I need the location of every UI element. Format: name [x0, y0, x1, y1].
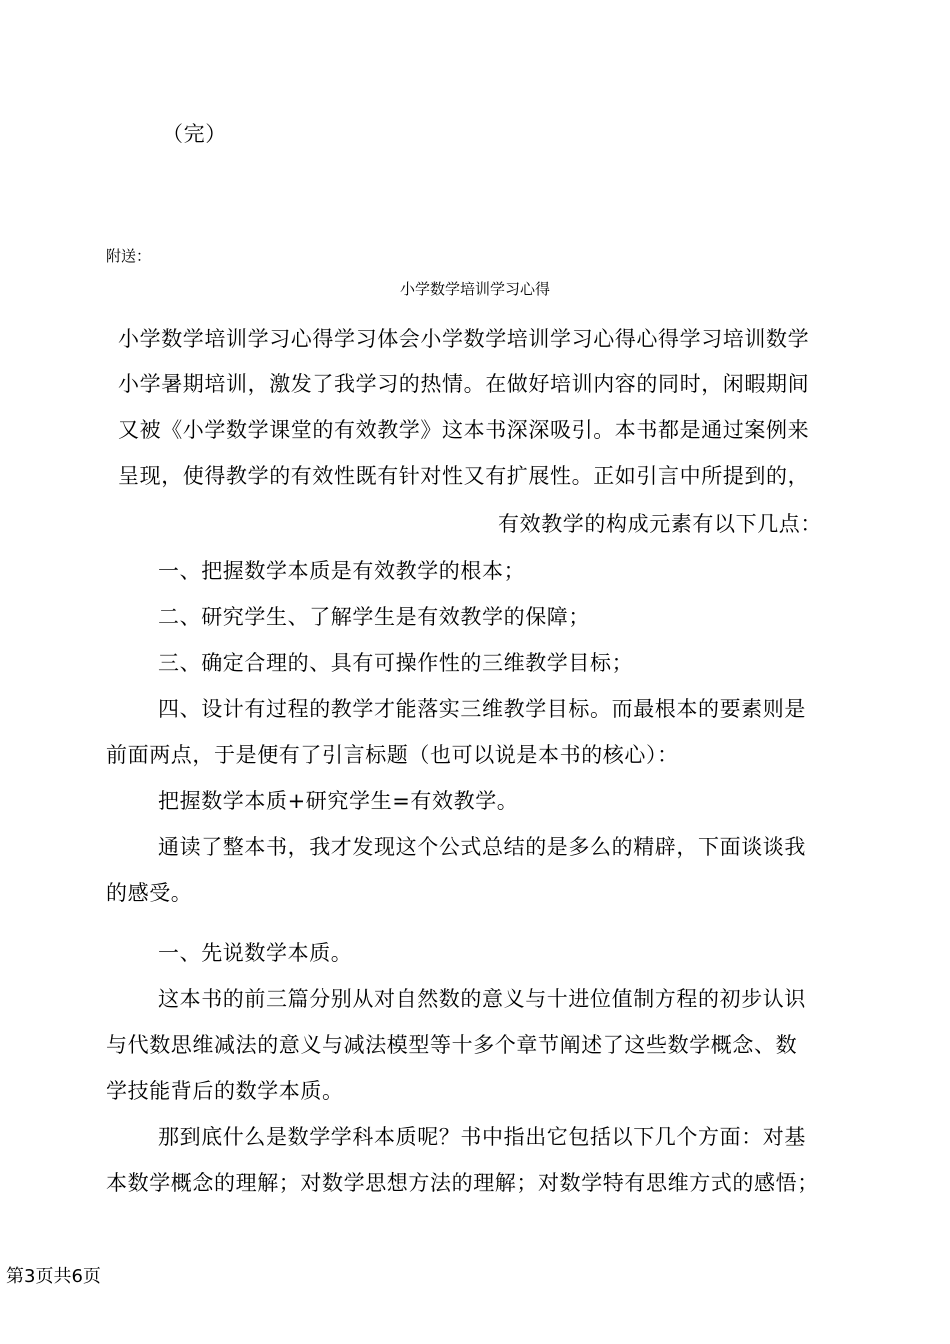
intro-line: 有效教学的构成元素有以下几点：: [498, 512, 822, 536]
end-mark: （完）: [162, 122, 227, 146]
point-item: 一、把握数学本质是有效教学的根本；: [158, 559, 526, 583]
intro-line: 小学数学培训学习心得学习体会小学数学培训学习心得心得学习培训数学: [118, 327, 810, 351]
essence-line: 本数学概念的理解；对数学思想方法的理解；对数学特有思维方式的感悟；: [106, 1171, 819, 1195]
intro-line: 呈现，使得教学的有效性既有针对性又有扩展性。正如引言中所提到的，: [118, 464, 810, 488]
reflection-line: 的感受。: [106, 881, 193, 905]
reflection-line: 通读了整本书，我才发现这个公式总结的是多么的精辟，下面谈谈我: [158, 835, 806, 859]
formula-line: 把握数学本质+研究学生=有效教学。: [158, 789, 519, 813]
point-four-line: 四、设计有过程的教学才能落实三维教学目标。而最根本的要素则是: [158, 697, 806, 721]
article-subtitle: 小学数学培训学习心得: [399, 280, 550, 298]
book-line: 与代数思维减法的意义与减法模型等十多个章节阐述了这些数学概念、数: [106, 1033, 798, 1057]
section-heading: 一、先说数学本质。: [158, 941, 353, 965]
book-line: 这本书的前三篇分别从对自然数的意义与十进位值制方程的初步认识: [158, 987, 806, 1011]
point-four-line: 前面两点，于是便有了引言标题（也可以说是本书的核心）：: [106, 743, 679, 767]
point-item: 二、研究学生、了解学生是有效教学的保障；: [158, 605, 590, 629]
book-line: 学技能背后的数学本质。: [106, 1079, 344, 1103]
intro-line: 小学暑期培训，激发了我学习的热情。在做好培训内容的同时，闲暇期间: [118, 372, 810, 396]
page-footer: 第3页共6页: [6, 1266, 101, 1287]
intro-line: 又被《小学数学课堂的有效教学》这本书深深吸引。本书都是通过案例来: [118, 418, 810, 442]
appendix-label: 附送：: [106, 247, 152, 265]
essence-line: 那到底什么是数学学科本质呢？书中指出它包括以下几个方面：对基: [158, 1125, 806, 1149]
point-item: 三、确定合理的、具有可操作性的三维教学目标；: [158, 651, 634, 675]
